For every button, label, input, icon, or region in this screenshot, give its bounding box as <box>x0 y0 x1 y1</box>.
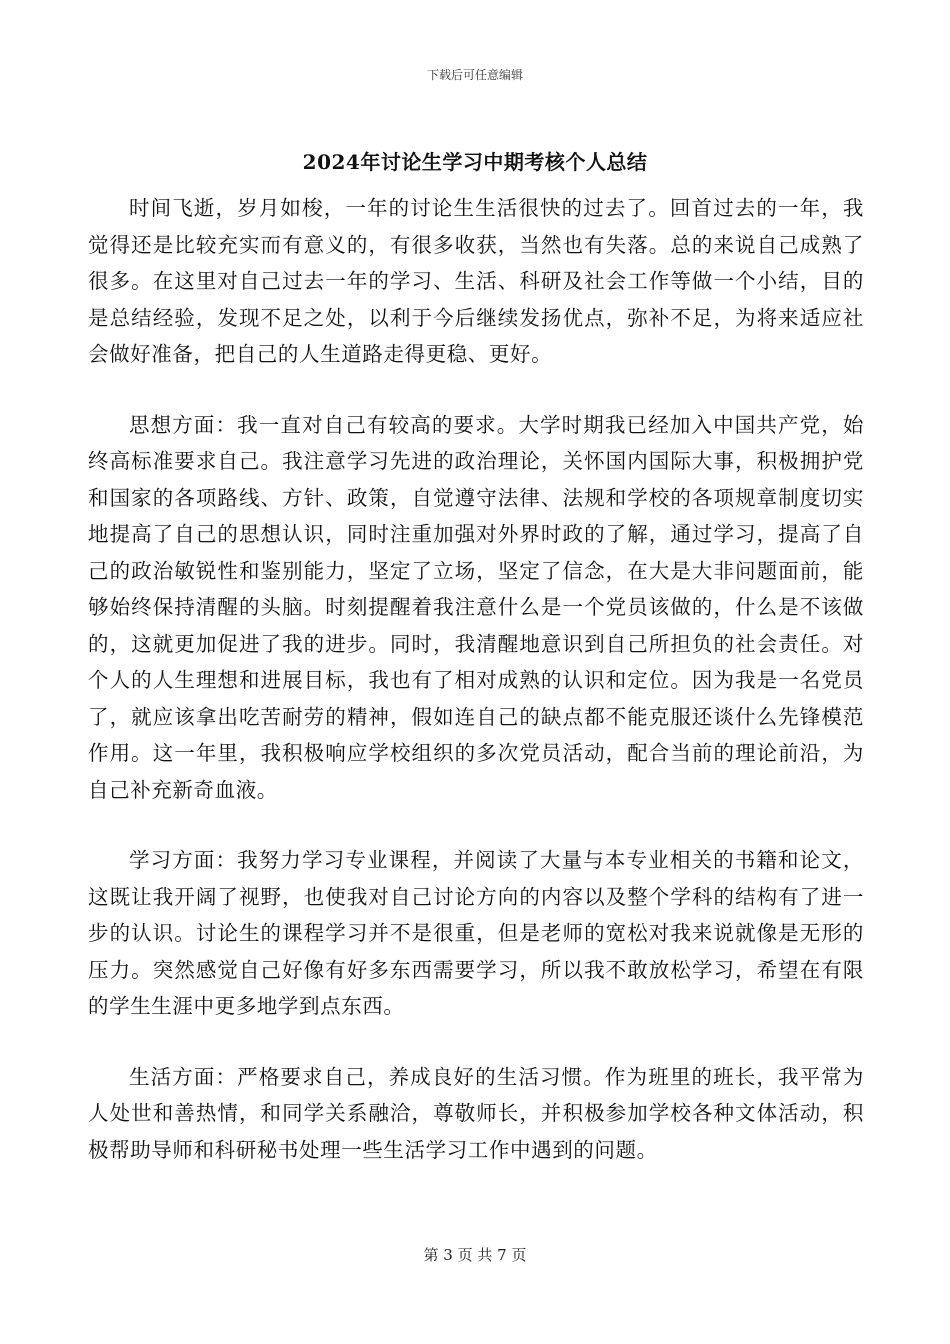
document-body <box>88 190 864 1202</box>
page-number: 第 3 页 共 7 页 <box>423 1246 527 1264</box>
page-header-note: 下载后可任意编辑 <box>426 68 523 82</box>
paragraph-study: 学习方面：我努力学习专业课程，并阅读了大量与本专业相关的书籍和论文，这既让我开阔了视野，也使我对自己讨论方向的内容以及整个学科的结构有了进一步的认识。讨论生的课程学习并不是很重，但是老师的宽松对我来说就像是无形的压力。突然感觉自己好像有好多东西需要学习，所以我不敢放松学习，希望在有限的学生生涯中更多地学到点东西。 <box>88 848 864 1018</box>
document-title: 2024年讨论生学习中期考核个人总结 <box>302 150 648 174</box>
paragraph-life: 生活方面：严格要求自己，养成良好的生活习惯。作为班里的班长，我平常为人处世和善热情，和同学关系融洽，尊敬师长，并积极参加学校各种文体活动，积极帮助导师和科研秘书处理一些生活学习工作中遇到的问题。 <box>88 1064 864 1162</box>
paragraph-intro: 时间飞逝，岁月如梭，一年的讨论生生活很快的过去了。回首过去的一年，我觉得还是比较充实而有意义的，有很多收获，当然也有失落。总的来说自己成熟了很多。在这里对自己过去一年的学习、生活、科研及社会工作等做一个小结，目的是总结经验，发现不足之处，以利于今后继续发扬优点，弥补不足，为将来适应社会做好准备，把自己的人生道路走得更稳、更好。 <box>88 196 864 366</box>
paragraph-thought: 思想方面：我一直对自己有较高的要求。大学时期我已经加入中国共产党，始终高标准要求自己。我注意学习先进的政治理论，关怀国内国际大事，积极拥护党和国家的各项路线、方针、政策，自觉遵守法律、法规和学校的各项规章制度切实地提高了自己的思想认识，同时注重加强对外界时政的了解，通过学习，提高了自己的政治敏锐性和鉴别能力，坚定了立场，坚定了信念，在大是大非问题面前，能够始终保持清醒的头脑。时刻提醒着我注意什么是一个党员该做的，什么是不该做的，这就更加促进了我的进步。同时，我清醒地意识到自己所担负的社会责任。对个人的人生理想和进展目标，我也有了相对成熟的认识和定位。因为我是一名党员了，就应该拿出吃苦耐劳的精神，假如连自己的缺点都不能克服还谈什么先锋模范作用。这一年里，我积极响应学校组织的多次党员活动，配合当前的理论前沿，为自己补充新奇血液。 <box>88 412 864 802</box>
